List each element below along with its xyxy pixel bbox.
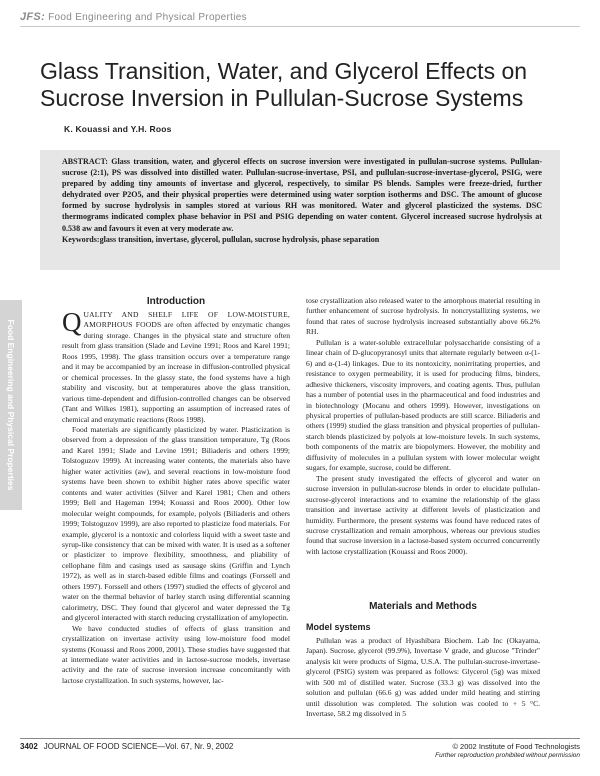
journal-header — [0, 0, 600, 36]
intro-paragraph-3: We have conducted studies of effects of glass transition and crystallization on invertase activity using low-moisture food model systems (Kouassi and Roos 2000, 2001). These studies have suggested that at intermediate water activities and in lactose-sucrose models, invertase activity and the rate of sucrose inversion increase concomitantly with lactose crystallization. In such systems, however, lac- — [62, 623, 290, 685]
keywords-label: Keywords: — [62, 234, 100, 244]
article-authors: K. Kouassi and Y.H. Roos — [64, 124, 172, 134]
journal-citation: JOURNAL OF FOOD SCIENCE—Vol. 67, Nr. 9, 2002 — [43, 742, 234, 751]
footer-divider — [20, 738, 580, 739]
keywords-list: glass transition, invertase, glycerol, pullulan, sucrose hydrolysis, phase separation — [99, 234, 380, 244]
methods-paragraph: Pullulan was a product of Hyashibara Biochem. Lab Inc (Okayama, Japan). Sucrose, glycerol (99.9%), Invertase V grade, and glucose "Trinder" analysis kit were products of Sigma, U.S.A. The pullulan-sucrose-invertase-glycerol (PSIG) system was prepared as follows: Glycerol (5g) was mixed with 500 ml of distilled water. Sucrose (33.3 g) was dissolved into the solution and pullulan (66.6 g) was added under mild heating and stirring until dissolution was completed. The solution was cooled to + 5 °C. Invertase, 58.2 mg dissolved in 5 — [306, 636, 540, 719]
side-tab-label: Food Engineering and Physical Properties — [6, 319, 16, 491]
right-paragraph-2: Pullulan is a water-soluble extracellular polysaccharide consisting of a linear chain of D-glucopyranosyl units that alternate regularly between α-(1-6) and α-(1-4) linkages. Due to its nontoxicity, nonirritating properties, and resistance to oxygen permeability, it is used for producing films, binders, adhesive thickeners, viscosity improvers, and coating agents. Thus, pullulan has a number of potential uses in the pharmaceutical and food industries and in biotechnology (Mocanu and others 1999). However, investigations on physical properties of pullulan-based products are still scarce. Biliaderis and others (1999) studied the glass transition and physical properties of pullulan-starch blends plasticized by polyols at low-moisture levels. In such systems, both components of the matrix are biopolymers. However, the mobility and diffusivity of molecules in a pullulan system with lower molecular weight sugars, for example, sucrose, could be different. — [306, 337, 540, 473]
page-number: 3402 — [20, 742, 38, 751]
right-paragraph-1: tose crystallization also released water to the amorphous material resulting in further enhancement of sucrose hydrolysis. In noncrystallizing systems, we found that rates of sucrose hydrolysis increased substantially above 66.2% RH. — [306, 296, 540, 337]
abstract-text: ABSTRACT: Glass transition, water, and glycerol effects on sucrose inversion were investigated in pullulan-sucrose systems. Pullulan-sucrose (2:1), PS was dissolved into distilled water. Pullulan-sucrose-invertase, PSI, and pullulan-sucrose-invertase-glycerol, PSIG, were prepared by adding tiny amounts of invertase and glycerol, respectively, to similar PS blends. Samples were freeze-dried, further dehydrated over P2O5, and their physical properties were determined using water sorption isotherms and DSC. The amount of glucose formed by sucrose hydrolysis in samples stored at various RH was monitored. Water and glycerol plasticized the systems. DSC thermograms indicated complex phase behavior in PSI and PSIG depending on water content. Glycerol increased sucrose hydrolysis at 0.538 aw and favours it even at very moderate aw. — [62, 157, 542, 233]
introduction-heading: Introduction — [146, 296, 206, 307]
article-title: Glass Transition, Water, and Glycerol Effects on Sucrose Inversion in Pullulan-Sucrose Systems — [40, 58, 528, 111]
right-column — [306, 296, 540, 557]
running-header — [20, 11, 247, 23]
footer-copyright — [390, 742, 580, 760]
header-divider — [20, 26, 580, 27]
right-paragraph-3: The present study investigated the effects of glycerol and water on sucrose inversion in pullulan-sucrose blends in order to elucidate pullulan-sucrose-glycerol interactions and to examine the relationship of the glass transition and invertase activity at different levels of plasticization and humidity. Furthermore, the present systems was found have reduced rates of sucrose crystallization and remain amorphous, whereas our previous studies found that sucrose inversion in a lactose-based system occurred concurrently with lactose crystallization (Kouassi and Roos 2000). — [306, 473, 540, 556]
intro-paragraph-2: Food materials are significantly plasticized by water. Plasticization is observed from a depression of the glass transition temperature, Tg (Roos and Karel 1991; Slade and Levine 1991; Biliaderis and others 1999; Tolstoguzov 1999). At increasing water contents, the materials also have higher water activities (aw), and several reactions in low-moisture food systems have been shown to exhibit higher rates above specific water contents and water activities (Silver and Karel 1981; Chen and others 1999; Bell and Hageman 1994; Kouassi and Roos 2000). Other low molecular weight compounds, for example, polyols (Biliaderis and others 1999; Tolstoguzov 1999), are also reported to plasticize food materials. For example, glycerol is a nontoxic and colorless liquid with a sweet taste and syrup-like consistency that can be mixed with water. It is used as a softener or plasticizer to improve flexibility, smoothness, and pliability of cellophane film and casings used as sausage skins (Griffin and Lynch 1972), as well as in starch-based edible films and coatings (Forssell and others 1997). Forssell and others (1997) studied the effects of glycerol and water on the thermal behavior of barley starch using differential scanning calorimetry, DSC. They found that glycerol and water depressed the Tg and glycerol interacted with starch reducing crystallization of amylopectin. — [62, 424, 290, 623]
model-systems-heading: Model systems — [306, 622, 371, 632]
copyright-text: © 2002 Institute of Food Technologists — [452, 742, 580, 751]
methods-column — [306, 636, 540, 720]
intro-paragraph-1 — [62, 307, 290, 425]
reproduction-note: Further reproduction prohibited without permission — [435, 752, 580, 759]
methods-heading: Materials and Methods — [369, 601, 477, 612]
journal-abbrev: JFS: — [20, 11, 46, 23]
footer-citation — [20, 742, 233, 751]
drop-cap: Q — [62, 307, 82, 337]
intro-paragraph-1-text: are often affected by enzymatic changes during storage. Changes in the physical state and structure often result from glass transition (Slade and Levine 1991; Roos and Karel 1991; Roos 1995, 1998). The glass transition occurs over a temperature range and it may be accompanied by an increase in diffusion-controlled physical or chemical processes. In the glassy state, the food systems have a high stability and viscosity, but at temperatures above the glass transition, various time-dependent and diffusion-controlled changes can be observed (Tant and Wilkes 1981), supporting an assumption of increased rates of chemical and enzymatic reactions (Roos 1998). — [62, 320, 290, 424]
abstract — [62, 156, 542, 245]
journal-section: Food Engineering and Physical Properties — [48, 12, 247, 23]
left-column — [62, 307, 290, 686]
lead-in-caps: UALITY AND SHELF LIFE OF LOW-MOISTURE, AMORPHOUS FOODS — [83, 310, 290, 330]
